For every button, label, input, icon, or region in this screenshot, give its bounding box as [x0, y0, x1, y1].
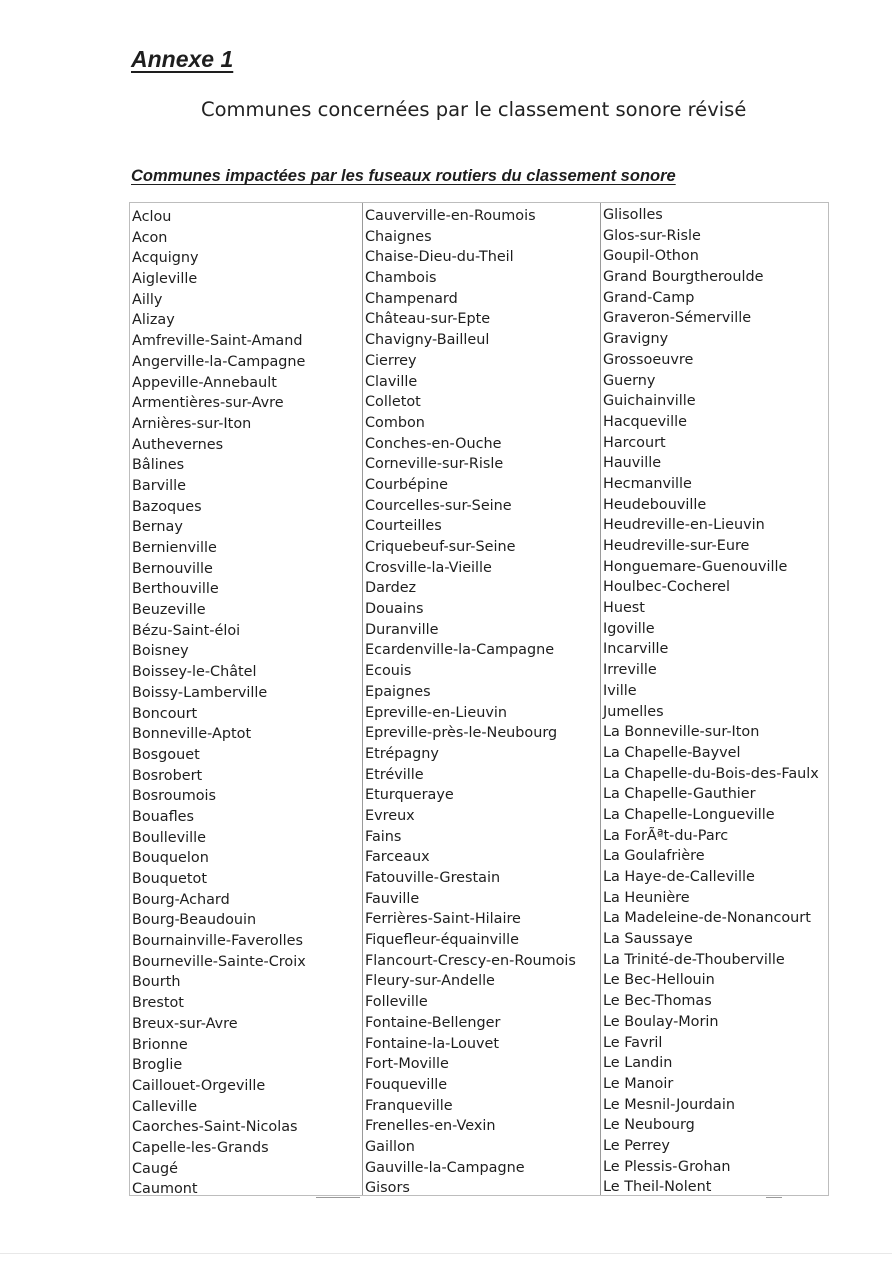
- commune-cell: Acquigny: [132, 250, 199, 267]
- commune-cell: Bâlines: [132, 457, 185, 474]
- commune-cell: Le Favril: [603, 1034, 663, 1051]
- page-title: Communes concernées par le classement sonore révisé: [201, 98, 747, 121]
- communes-column-1: [130, 203, 363, 1198]
- commune-cell: Hauville: [603, 455, 662, 472]
- commune-cell: Duranville: [365, 621, 439, 638]
- commune-cell: Douains: [365, 601, 424, 618]
- commune-cell: La Chapelle-Bayvel: [603, 744, 741, 761]
- commune-cell: Bazoques: [132, 498, 202, 515]
- commune-cell: Bourg-Achard: [132, 891, 230, 908]
- commune-cell: Appeville-Annebault: [132, 374, 277, 391]
- commune-cell: Caorches-Saint-Nicolas: [132, 1119, 298, 1136]
- commune-cell: Iville: [603, 682, 637, 699]
- commune-cell: Flancourt-Crescy-en-Roumois: [365, 952, 576, 969]
- commune-cell: La Heunière: [603, 889, 690, 906]
- scan-mark: [766, 1197, 782, 1198]
- commune-cell: Dardez: [365, 580, 417, 597]
- commune-cell: Heudreville-sur-Eure: [603, 538, 750, 554]
- commune-cell: La Chapelle-Gauthier: [603, 786, 756, 803]
- commune-cell: Combon: [365, 414, 425, 431]
- commune-cell: Fontaine-Bellenger: [365, 1014, 501, 1031]
- commune-cell: Cauverville-en-Roumois: [365, 208, 536, 224]
- commune-cell: Claville: [365, 373, 418, 390]
- commune-cell: Calleville: [132, 1098, 198, 1115]
- commune-cell: Epreville-près-le-Neubourg: [365, 725, 558, 742]
- commune-cell: Heudreville-en-Lieuvin: [603, 517, 765, 534]
- commune-cell: Harcourt: [603, 434, 666, 451]
- commune-cell: Hecmanville: [603, 475, 692, 492]
- commune-cell: Houlbec-Cocherel: [603, 579, 731, 596]
- commune-cell: Chambois: [365, 270, 437, 287]
- commune-cell: Fiquefleur-équainville: [365, 932, 519, 949]
- commune-cell: Evreux: [365, 807, 415, 824]
- commune-cell: Bourneville-Sainte-Croix: [132, 953, 306, 970]
- commune-cell: Eturqueraye: [365, 787, 454, 804]
- commune-cell: Gravigny: [603, 331, 669, 348]
- commune-cell: Bosrobert: [132, 767, 203, 784]
- commune-cell: Chaise-Dieu-du-Theil: [365, 249, 514, 266]
- commune-cell: Bernienville: [132, 540, 217, 556]
- commune-cell: Angerville-la-Campagne: [132, 353, 306, 370]
- commune-cell: Ailly: [132, 291, 163, 308]
- commune-cell: Chavigny-Bailleul: [365, 332, 490, 349]
- commune-cell: Chaignes: [365, 228, 432, 245]
- commune-cell: Broglie: [132, 1057, 183, 1074]
- commune-cell: Bernay: [132, 519, 183, 536]
- commune-cell: Grand Bourgtheroulde: [603, 269, 764, 286]
- commune-cell: Le Theil-Nolent: [603, 1179, 712, 1196]
- commune-cell: Folleville: [365, 994, 428, 1011]
- commune-cell: Etréville: [365, 766, 424, 783]
- commune-cell: Bouquelon: [132, 850, 209, 867]
- commune-cell: Breux-sur-Avre: [132, 1015, 238, 1032]
- commune-cell: La Chapelle-Longueville: [603, 806, 775, 823]
- commune-cell: Corneville-sur-Risle: [365, 456, 504, 473]
- commune-cell: Epreville-en-Lieuvin: [365, 704, 508, 721]
- communes-column-2: [363, 203, 601, 1195]
- commune-cell: Le Bec-Thomas: [603, 993, 712, 1010]
- commune-cell: Graveron-Sémerville: [603, 310, 752, 327]
- commune-cell: Capelle-les-Grands: [132, 1139, 269, 1156]
- commune-cell: Ecouis: [365, 663, 412, 680]
- communes-table: [129, 202, 829, 1196]
- commune-cell: Château-sur-Epte: [365, 311, 491, 328]
- commune-cell: Fouqueville: [365, 1076, 448, 1093]
- commune-cell: Berthouville: [132, 581, 219, 598]
- commune-cell: Arnières-sur-Iton: [132, 415, 252, 432]
- commune-cell: Bernouville: [132, 560, 213, 577]
- commune-cell: Irreville: [603, 662, 657, 679]
- commune-cell: Glisolles: [603, 207, 663, 223]
- commune-cell: Bourg-Beaudouin: [132, 912, 257, 929]
- commune-cell: Authevernes: [132, 436, 224, 453]
- commune-cell: Heudebouville: [603, 496, 707, 513]
- commune-cell: Incarville: [603, 641, 669, 658]
- commune-cell: Frenelles-en-Vexin: [365, 1118, 496, 1135]
- commune-cell: La Goulafrière: [603, 848, 705, 865]
- commune-cell: La Bonneville-sur-Iton: [603, 724, 760, 741]
- commune-cell: Colletot: [365, 394, 421, 411]
- commune-cell: Bourth: [132, 974, 181, 991]
- commune-cell: Le Boulay-Morin: [603, 1013, 719, 1030]
- commune-cell: Boulleville: [132, 829, 207, 846]
- commune-cell: Barville: [132, 477, 186, 494]
- commune-cell: Courbépine: [365, 476, 448, 493]
- commune-cell: Goupil-Othon: [603, 248, 699, 265]
- commune-cell: Courteilles: [365, 518, 442, 535]
- commune-cell: Fleury-sur-Andelle: [365, 973, 495, 990]
- commune-cell: Le Bec-Hellouin: [603, 972, 715, 989]
- commune-cell: Alizay: [132, 312, 175, 329]
- commune-cell: Caumont: [132, 1181, 198, 1198]
- commune-cell: Gaillon: [365, 1138, 415, 1155]
- commune-cell: Champenard: [365, 290, 458, 307]
- commune-cell: Guichainville: [603, 393, 696, 410]
- commune-cell: Bouquetot: [132, 871, 207, 887]
- commune-cell: Aigleville: [132, 271, 198, 288]
- commune-cell: Ferrières-Saint-Hilaire: [365, 911, 521, 928]
- commune-cell: Boissy-Lamberville: [132, 684, 268, 701]
- commune-cell: Fauville: [365, 890, 420, 907]
- commune-cell: Gauville-la-Campagne: [365, 1159, 525, 1176]
- section-title: Communes impactées par les fuseaux routiers du classement sonore: [131, 167, 676, 185]
- commune-cell: Le Neubourg: [603, 1117, 695, 1134]
- commune-cell: Jumelles: [603, 703, 664, 720]
- page-edge: [0, 1253, 892, 1254]
- commune-cell: La Saussaye: [603, 931, 693, 948]
- commune-cell: Honguemare-Guenouville: [603, 558, 788, 575]
- commune-cell: Le Landin: [603, 1055, 673, 1072]
- commune-cell: Igoville: [603, 620, 655, 637]
- commune-cell: Grand-Camp: [603, 289, 695, 306]
- commune-cell: Glos-sur-Risle: [603, 227, 701, 244]
- commune-cell: Etrépagny: [365, 745, 439, 762]
- commune-cell: Gisors: [365, 1180, 410, 1197]
- commune-cell: Hacqueville: [603, 413, 688, 430]
- commune-cell: Fatouville-Grestain: [365, 870, 501, 886]
- commune-cell: Grossoeuvre: [603, 351, 694, 368]
- commune-cell: Armentières-sur-Avre: [132, 395, 284, 412]
- commune-cell: Conches-en-Ouche: [365, 435, 502, 452]
- commune-cell: Boissey-le-Châtel: [132, 664, 257, 681]
- commune-cell: Brestot: [132, 995, 184, 1012]
- commune-cell: Caillouet-Orgeville: [132, 1077, 266, 1094]
- commune-cell: Guerny: [603, 372, 656, 389]
- commune-cell: Brionne: [132, 1036, 188, 1053]
- commune-cell: Ecardenville-la-Campagne: [365, 642, 555, 659]
- commune-cell: La ForÃªt-du-Parc: [603, 827, 729, 844]
- scan-mark: [316, 1197, 360, 1198]
- commune-cell: Bournainville-Faverolles: [132, 933, 303, 950]
- commune-cell: Amfreville-Saint-Amand: [132, 333, 303, 350]
- commune-cell: Boncourt: [132, 705, 198, 722]
- commune-cell: Criquebeuf-sur-Seine: [365, 539, 516, 555]
- commune-cell: Epaignes: [365, 683, 431, 700]
- commune-cell: Franqueville: [365, 1097, 453, 1114]
- commune-cell: Caugé: [132, 1160, 178, 1177]
- commune-cell: Crosville-la-Vieille: [365, 559, 492, 576]
- commune-cell: La Trinité-de-Thouberville: [603, 951, 785, 968]
- commune-cell: Courcelles-sur-Seine: [365, 497, 512, 514]
- commune-cell: La Haye-de-Calleville: [603, 869, 755, 885]
- commune-cell: Aclou: [132, 209, 172, 225]
- commune-cell: Le Plessis-Grohan: [603, 1158, 731, 1175]
- commune-cell: Huest: [603, 600, 645, 617]
- communes-column-3: [601, 203, 828, 1195]
- commune-cell: La Chapelle-du-Bois-des-Faulx: [603, 765, 819, 782]
- commune-cell: Acon: [132, 229, 168, 246]
- commune-cell: Le Manoir: [603, 1075, 674, 1092]
- commune-cell: Cierrey: [365, 352, 417, 369]
- commune-cell: Bouafles: [132, 808, 195, 825]
- commune-cell: Fains: [365, 828, 402, 845]
- commune-cell: La Madeleine-de-Nonancourt: [603, 910, 811, 927]
- commune-cell: Le Mesnil-Jourdain: [603, 1096, 735, 1113]
- commune-cell: Bosroumois: [132, 788, 217, 805]
- commune-cell: Farceaux: [365, 849, 430, 866]
- commune-cell: Bosgouet: [132, 746, 200, 763]
- commune-cell: Boisney: [132, 643, 189, 660]
- commune-cell: Le Perrey: [603, 1137, 670, 1154]
- annexe-heading: Annexe 1: [131, 46, 234, 72]
- commune-cell: Fontaine-la-Louvet: [365, 1035, 500, 1052]
- commune-cell: Fort-Moville: [365, 1056, 449, 1073]
- commune-cell: Bézu-Saint-éloi: [132, 622, 241, 639]
- commune-cell: Bonneville-Aptot: [132, 726, 252, 743]
- commune-cell: Beuzeville: [132, 602, 206, 619]
